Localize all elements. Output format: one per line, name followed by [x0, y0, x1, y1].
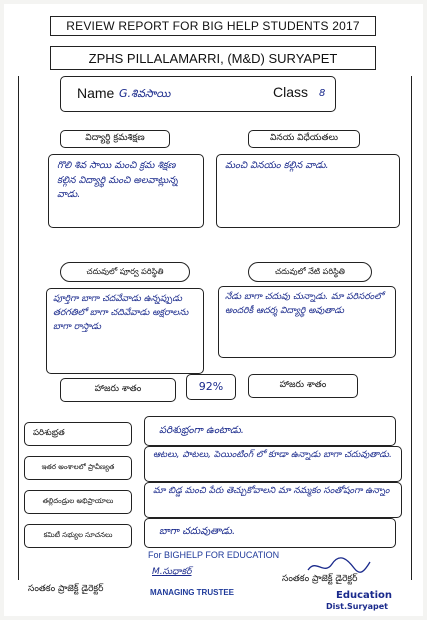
organization-text: For BIGHELP FOR EDUCATION [148, 550, 280, 560]
school-name: ZPHS PILLALAMARRI, (M&D) SURYAPET [50, 46, 376, 70]
managing-trustee-label: MANAGING TRUSTEE [150, 588, 234, 597]
past-label: చదువులో పూర్వ పరిస్థితి [60, 262, 190, 282]
present-label: చదువులో నేటి పరిస్థితి [248, 262, 372, 282]
right-signature-label: సంతకం ప్రాజెక్ట్ డైరెక్టర్ [282, 574, 358, 584]
name-value: G.శివసాయి [119, 87, 171, 100]
class-label: Class [273, 84, 309, 100]
cleanliness-label: పరిశుభ్రత [24, 422, 132, 446]
attendance-label: హాజరు శాతం [60, 378, 176, 402]
left-signature-label: సంతకం ప్రాజెక్ట్ డైరెక్టర్ [28, 584, 104, 594]
obedience-label: వినయ విధేయతలు [248, 130, 360, 148]
name-class-row [60, 76, 336, 112]
attendance-value: 92% [186, 374, 236, 400]
committee-label: కమిటీ సభ్యుల సూచనలు [24, 524, 132, 548]
parents-opinion-label: తల్లిదండ్రుల అభిప్రాయాలు [24, 490, 132, 514]
stamp-line-1: Education [336, 590, 392, 601]
stamp-line-2: Dist.Suryapet [326, 602, 388, 611]
report-title: REVIEW REPORT FOR BIG HELP STUDENTS 2017 [50, 16, 376, 36]
extra-skills-text: ఆటలు, పాటలు, పెయింటింగ్ లో కూడా ఉన్నాడు బాగా చదువుతాడు. [144, 446, 402, 482]
class-value: 8 [319, 88, 326, 99]
obedience-text: మంచి వినయం కల్గిన వాడు. [216, 154, 400, 228]
attendance-label-2: హాజరు శాతం [248, 374, 358, 398]
cleanliness-text: పరిశుభ్రంగా ఉంటాడు. [144, 416, 396, 446]
present-text: నేడు బాగా చదువు చున్నాడు. మా పరిసరంలో అందరికీ ఆదర్శ విద్యార్థి అవుతాడు [218, 286, 396, 358]
past-text: పూర్తిగా బాగా చదవేవాడు ఉన్నప్పుడు తరగతిలో బాగా చదివేవాడు అక్షరాలను బాగా రాస్తాడు [46, 288, 204, 374]
trustee-signature: M.సుధాకర్ [152, 567, 192, 577]
extra-skills-label: ఇతర అంశాలలో ప్రావీణ్యత [24, 456, 132, 480]
discipline-text: గొలి శివ సాయి మంచి క్రమ శిక్షణ కల్గిన విద్యార్థి మంచి అలవాట్లున్న వాడు. [48, 154, 204, 228]
report-page [4, 4, 423, 616]
discipline-label: విద్యార్థి క్రమశిక్షణ [60, 130, 170, 148]
parents-opinion-text: మా బిడ్డ మంచి పేరు తెచ్చుకోవాలని మా నమ్మకం సంతోషంగా ఉన్నాం [144, 482, 402, 518]
committee-text: బాగా చదువుతాడు. [144, 518, 396, 548]
name-label: Name [77, 85, 115, 101]
